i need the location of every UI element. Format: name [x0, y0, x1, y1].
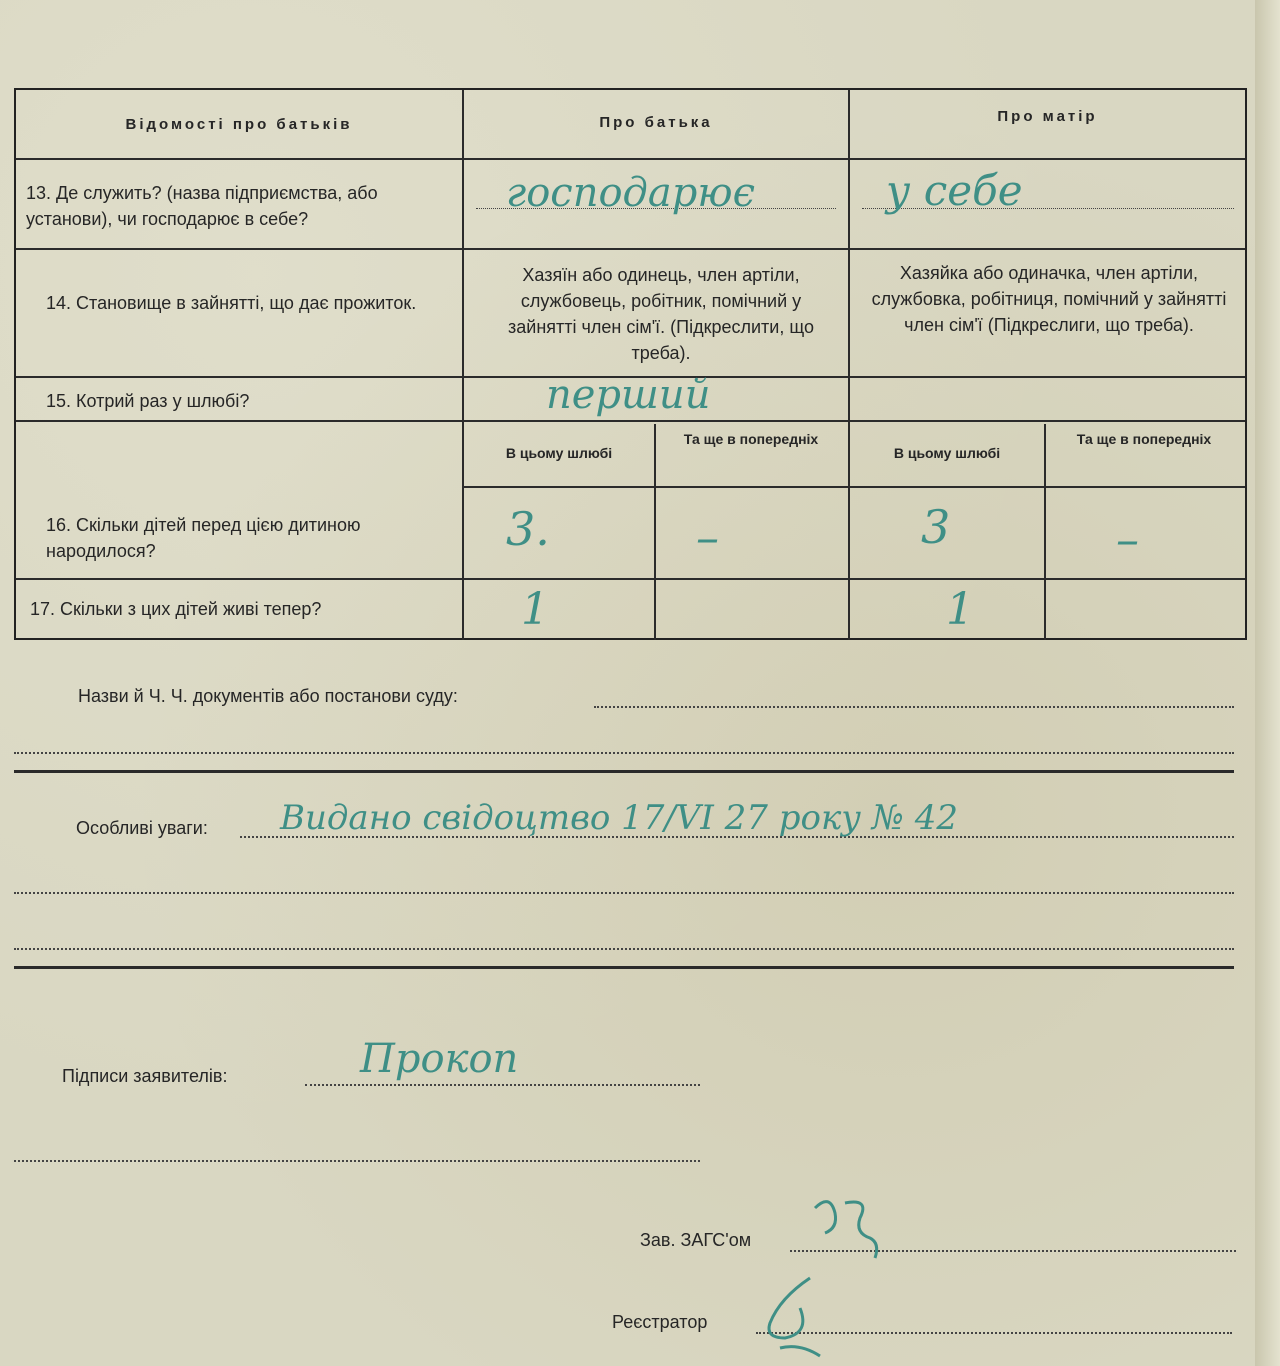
row17-father-this: 1	[521, 584, 549, 635]
header-father: Про батька	[599, 114, 713, 131]
row-divider-16	[16, 578, 1245, 580]
row14-question: 14. Становище в зайнятті, що дає прожиток.	[46, 293, 417, 313]
row-divider-subheader	[464, 486, 1245, 488]
col-divider-1	[462, 90, 464, 640]
col-divider-mother-sub	[1044, 424, 1046, 640]
zags-head-signature	[800, 1188, 900, 1268]
documents-line-2	[14, 752, 1234, 754]
col-divider-father-sub	[654, 424, 656, 640]
documents-label: Назви й Ч. Ч. документів або постанови суду:	[78, 686, 458, 706]
signatures-label: Підписи заявителів:	[62, 1066, 228, 1086]
row13-question: 13. Де служить? (назва підприємства, або установи), чи господарює в себе?	[26, 183, 378, 229]
remarks-label: Особливі уваги:	[76, 818, 208, 838]
row-divider-header	[16, 158, 1245, 160]
row14-father-options: Хазяїн або одинець, член артіли, службовець, робітник, помічний у зайнятті член сім'ї. (Підкреслити, що треба).	[508, 265, 814, 363]
row14-mother-options: Хазяйка або одиначка, член артіли, службовка, робітниця, помічний у зайнятті член сім'ї (Підкреслиги, що треба).	[871, 263, 1227, 335]
row17-question: 17. Скільки з цих дітей живі тепер?	[30, 599, 322, 619]
row13-mother-answer: у себе	[886, 166, 1023, 215]
row16-mother-this: 3	[921, 500, 951, 554]
subheader-mother-prev: Та ще в попередніх	[1076, 431, 1212, 447]
row15-question: 15. Котрий раз у шлюбі?	[46, 391, 250, 411]
header-parents-info: Відомості про батьків	[125, 116, 353, 133]
parents-info-table	[14, 88, 1247, 640]
signatures-line-1	[305, 1084, 700, 1086]
subheader-father-prev: Та ще в попередніх	[683, 431, 819, 447]
zags-head-label: Зав. ЗАГС'ом	[640, 1230, 752, 1250]
documents-separator	[14, 770, 1234, 773]
remarks-line-2	[14, 892, 1234, 894]
row16-father-this: 3.	[506, 502, 550, 556]
remarks-line-3	[14, 948, 1234, 950]
header-mother: Про матір	[997, 108, 1098, 125]
row-divider-13	[16, 248, 1245, 250]
row17-mother-this: 1	[946, 584, 974, 635]
documents-line-1	[594, 706, 1234, 708]
page-edge	[1255, 0, 1280, 1366]
registrar-label: Реєстратор	[612, 1312, 708, 1332]
registrar-signature	[740, 1268, 860, 1364]
row16-father-prev: –	[696, 510, 719, 564]
subheader-mother-this: В цьому шлюбі	[893, 445, 1001, 461]
remarks-separator	[14, 966, 1234, 969]
row16-mother-prev: –	[1116, 512, 1139, 566]
signatures-line-2	[14, 1160, 700, 1162]
applicant-signature: Прокоп	[360, 1036, 519, 1082]
row-divider-15	[16, 420, 1245, 422]
col-divider-2	[848, 90, 850, 640]
row13-father-answer: господарює	[506, 170, 755, 216]
remarks-value: Видано свідоцтво 17/VI 27 року № 42	[280, 798, 959, 838]
subheader-father-this: В цьому шлюбі	[505, 445, 613, 461]
row16-question: 16. Скільки дітей перед цією дитиною народилося?	[46, 515, 361, 561]
row15-answer: перший	[546, 372, 711, 418]
